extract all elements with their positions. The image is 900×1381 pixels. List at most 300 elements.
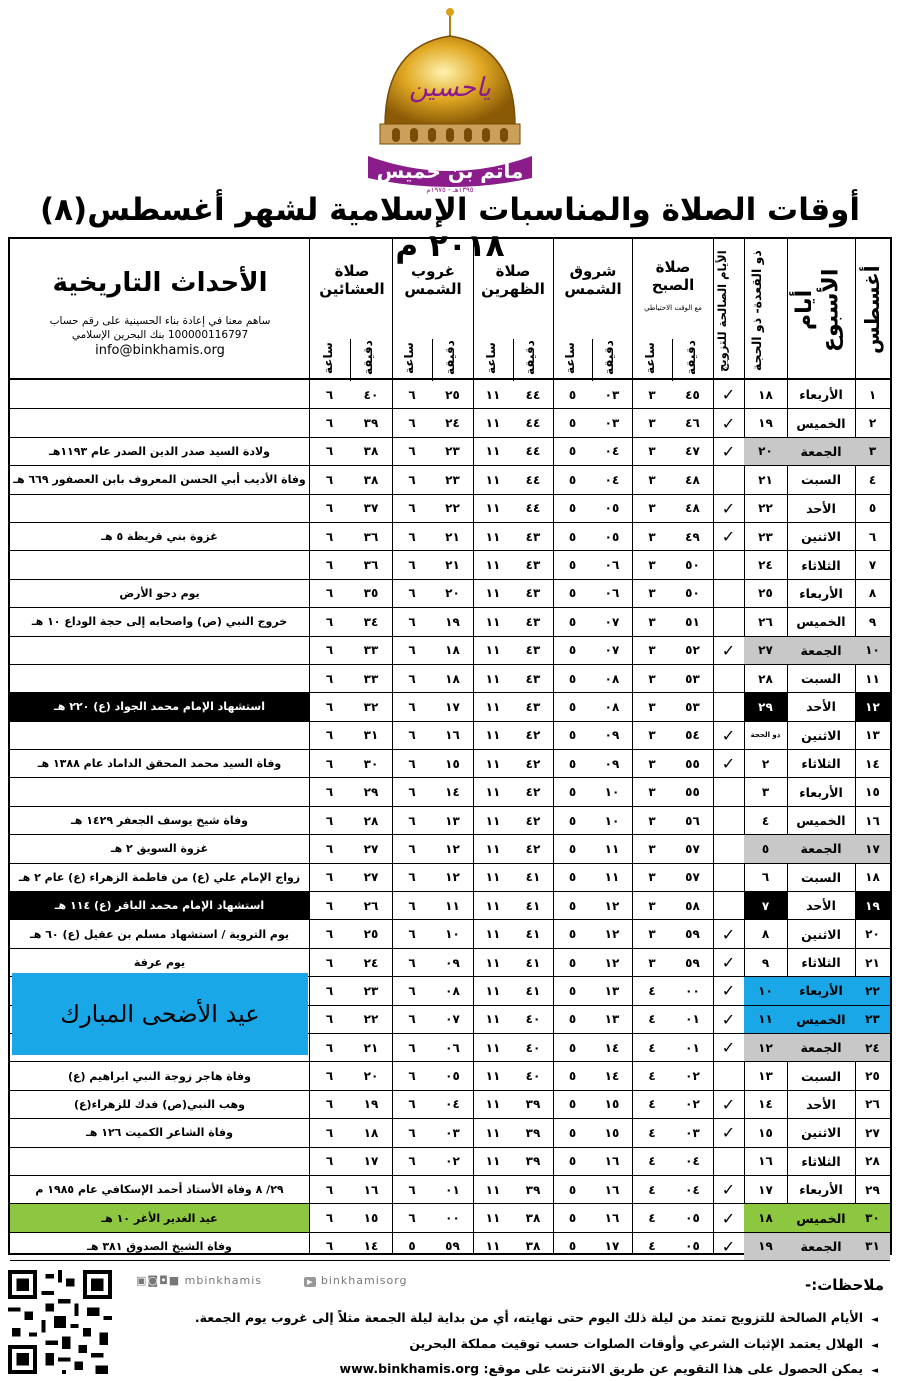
sunset-minute: ٢٥ [432,381,473,409]
isha-hour: ٦ [309,494,350,522]
fajr-minute: ٤٩ [672,522,713,550]
table-row [10,721,890,749]
aug-day: ٢٣ [855,1005,890,1033]
sunset-minute: ١٤ [432,778,473,806]
sunrise-minute: ١٤ [592,1033,632,1061]
isha-hour: ٦ [309,920,350,948]
youtube-handle[interactable] [304,1274,408,1287]
sunrise-hour: ٥ [553,522,592,550]
sunset-hour: ٦ [392,1005,432,1033]
hijri-day: ٢ [744,750,787,778]
aug-day: ١٦ [855,806,890,834]
table-row [10,522,890,550]
hijri-day: ٢٨ [744,664,787,692]
weekday: الاثنين [787,920,855,948]
event-cell: وفاة الشاعر الكميت ١٢٦ هـ [10,1119,309,1147]
table-row [10,1147,890,1175]
isha-minute: ٢٣ [350,977,392,1005]
isha-minute: ١٥ [350,1204,392,1232]
aug-day: ٢٨ [855,1147,890,1175]
sunset-minute: ٠٢ [432,1147,473,1175]
sunrise-hour: ٥ [553,863,592,891]
dhuhr-hour: ١١ [473,835,513,863]
isha-hour: ٦ [309,579,350,607]
event-cell: استشهاد الإمام محمد الجواد (ع) ٢٢٠ هـ [10,693,309,721]
logo-name: مأتم بن خميس [376,159,524,183]
event-cell: يوم عرفة [10,948,309,976]
weekday: الاثنين [787,1119,855,1147]
table-row [10,693,890,721]
fajr-hour: ٤ [632,977,672,1005]
dhuhr-hour: ١١ [473,806,513,834]
isha-hour: ٦ [309,608,350,636]
fajr-minute: ٤٨ [672,466,713,494]
fajr-minute-label: دقيقة [684,340,698,376]
sunrise-hour: ٥ [553,1119,592,1147]
isha-hour: ٦ [309,636,350,664]
dhuhr-minute: ٤٤ [513,381,553,409]
marriage-mark: ✓ [713,409,744,437]
sunset-hour: ٦ [392,1204,432,1232]
sunrise-minute: ٠٧ [592,636,632,664]
marriage-mark: ✓ [713,920,744,948]
dhuhr-hour: ١١ [473,579,513,607]
aug-day: ٨ [855,579,890,607]
sunrise-minute: ١٣ [592,1005,632,1033]
aug-day: ٢٧ [855,1119,890,1147]
aug-day: ١٨ [855,863,890,891]
sunrise-minute: ٠٤ [592,466,632,494]
sunset-minute: ٠١ [432,1175,473,1203]
sunset-minute: ٢١ [432,522,473,550]
fajr-minute: ٠٢ [672,1090,713,1118]
weekday: الجمعة [787,636,855,664]
hijri-day: ٢١ [744,466,787,494]
fajr-hour: ٣ [632,466,672,494]
sunset-minute: ٠٠ [432,1204,473,1232]
sunset-hour: ٦ [392,721,432,749]
aug-day: ٧ [855,551,890,579]
marriage-mark [713,1147,744,1175]
sunset-minute: ٠٦ [432,1033,473,1061]
fajr-minute: ٠٥ [672,1204,713,1232]
isha-hour: ٦ [309,1147,350,1175]
dhuhr-hour: ١١ [473,721,513,749]
dhuhr-hour: ١١ [473,1005,513,1033]
isha-hour: ٦ [309,1033,350,1061]
table-row [10,608,890,636]
sunrise-hour: ٥ [553,466,592,494]
aug-day: ٢ [855,409,890,437]
table-row [10,551,890,579]
hijri-day: ٢٢ [744,494,787,522]
isha-hour: ٦ [309,437,350,465]
sunrise-minute: ١٦ [592,1204,632,1232]
fajr-minute: ٥٠ [672,551,713,579]
sunrise-hour: ٥ [553,750,592,778]
event-cell: يوم التروية / استشهاد مسلم بن عقيل (ع) ٦٠ هـ [10,920,309,948]
social-handle[interactable] [136,1274,262,1287]
header-dhuhr: صلاة الظهرين [481,262,545,298]
sunrise-hour: ٥ [553,494,592,522]
fajr-minute: ٥٣ [672,664,713,692]
isha-minute: ٣٦ [350,551,392,579]
fajr-hour: ٣ [632,551,672,579]
fajr-minute: ٥٤ [672,721,713,749]
weekday: الأربعاء [787,579,855,607]
event-cell: خروج النبي (ص) واصحابه إلى حجة الوداع ١٠ هـ [10,608,309,636]
fajr-hour: ٤ [632,1033,672,1061]
isha-minute: ٢٤ [350,948,392,976]
dhuhr-minute-label: دقيقة [523,340,537,376]
sunrise-hour: ٥ [553,579,592,607]
fajr-hour: ٣ [632,806,672,834]
sunset-minute: ٠٣ [432,1119,473,1147]
sunset-hour: ٦ [392,892,432,920]
dhuhr-minute: ٤١ [513,977,553,1005]
fajr-hour: ٣ [632,437,672,465]
marriage-mark: ✓ [713,750,744,778]
social-handle-text: mbinkhamis [184,1274,262,1287]
dhuhr-minute: ٤٣ [513,551,553,579]
hijri-day: ٥ [744,835,787,863]
fajr-minute: ٠١ [672,1033,713,1061]
isha-minute: ٢٩ [350,778,392,806]
fajr-hour-label: ساعة [643,342,657,374]
sunset-hour: ٦ [392,608,432,636]
fajr-minute: ٠٣ [672,1119,713,1147]
weekday: الثلاثاء [787,948,855,976]
event-cell: وفاة هاجر زوجة النبي ابراهيم (ع) [10,1062,309,1090]
isha-minute: ١٦ [350,1175,392,1203]
header-hijri: ذو القعدة- ذو الحجة [749,250,764,372]
sunset-minute: ١٩ [432,608,473,636]
sunrise-minute: ١٢ [592,892,632,920]
weekday: الأربعاء [787,1175,855,1203]
weekday: الأربعاء [787,778,855,806]
dhuhr-minute: ٤٤ [513,437,553,465]
marriage-mark [713,551,744,579]
aug-day: ٤ [855,466,890,494]
isha-hour: ٦ [309,778,350,806]
dhuhr-hour: ١١ [473,892,513,920]
sunrise-minute: ١٥ [592,1119,632,1147]
isha-minute: ٢٠ [350,1062,392,1090]
isha-hour: ٦ [309,693,350,721]
sunset-minute: ١٣ [432,806,473,834]
sunrise-minute: ١٥ [592,1090,632,1118]
isha-hour: ٦ [309,892,350,920]
marriage-mark: ✓ [713,1090,744,1118]
event-cell [10,636,309,664]
dhuhr-minute: ٣٨ [513,1232,553,1260]
sunrise-minute: ٠٤ [592,437,632,465]
sunrise-hour: ٥ [553,835,592,863]
note-1-text: الأيام الصالحة للتزويج تمتد من ليلة ذلك اليوم حتى نهايته، أي من بداية ليلة الجمعة مثلاً إلى غروب يوم الجمعة. [194,1310,864,1325]
sunset-hour: ٦ [392,948,432,976]
sunset-minute: ١٥ [432,750,473,778]
table-row [10,664,890,692]
weekday: السبت [787,466,855,494]
sunrise-minute: ٠٧ [592,608,632,636]
fajr-minute: ٥٦ [672,806,713,834]
event-cell: زواج الإمام علي (ع) من فاطمة الزهراء (ع) عام ٢ هـ [10,863,309,891]
fajr-minute: ٥٠ [672,579,713,607]
sunset-hour-label: ساعة [402,342,416,374]
marriage-mark: ✓ [713,977,744,1005]
sunset-hour: ٦ [392,437,432,465]
table-row [10,381,890,409]
event-cell [10,778,309,806]
sunset-minute: ٠٤ [432,1090,473,1118]
sunset-minute: ٢٣ [432,466,473,494]
hijri-day: ٢٤ [744,551,787,579]
fajr-minute: ٥٥ [672,778,713,806]
dhuhr-hour-label: ساعة [484,342,498,374]
hijri-day: ١٨ [744,1204,787,1232]
table-row [10,1175,890,1203]
sunrise-minute: ١٤ [592,1062,632,1090]
isha-minute: ٢٧ [350,835,392,863]
marriage-mark: ✓ [713,381,744,409]
isha-minute: ١٧ [350,1147,392,1175]
dhuhr-minute: ٤٤ [513,466,553,494]
table-row [10,806,890,834]
dhuhr-hour: ١١ [473,863,513,891]
dhuhr-minute: ٤٠ [513,1005,553,1033]
fajr-minute: ٥٩ [672,920,713,948]
sunrise-minute: ١٣ [592,977,632,1005]
sunset-minute: ١٨ [432,664,473,692]
fajr-minute: ٠٠ [672,977,713,1005]
event-cell: استشهاد الإمام محمد الباقر (ع) ١١٤ هـ [10,892,309,920]
dhuhr-hour: ١١ [473,437,513,465]
arrow-icon: ◄ [871,1366,878,1376]
marriage-mark [713,1062,744,1090]
marriage-mark [713,693,744,721]
isha-minute-label: دقيقة [361,340,375,376]
aug-day: ١٥ [855,778,890,806]
table-row [10,409,890,437]
weekday: الأحد [787,494,855,522]
weekday: الأحد [787,892,855,920]
sunrise-minute: ١٦ [592,1147,632,1175]
sunrise-hour: ٥ [553,1204,592,1232]
hijri-day: ٢٥ [744,579,787,607]
sunrise-minute: ١٢ [592,920,632,948]
sunrise-minute: ٠٣ [592,409,632,437]
sunrise-minute: ١٧ [592,1232,632,1260]
sunrise-minute: ١٠ [592,778,632,806]
isha-hour: ٦ [309,664,350,692]
weekday: الثلاثاء [787,1147,855,1175]
hijri-day: ٢٧ [744,636,787,664]
fajr-hour: ٤ [632,1204,672,1232]
sunset-hour: ٦ [392,551,432,579]
aug-day: ١٢ [855,693,890,721]
table-row [10,750,890,778]
hijri-day: ذو الحجة [744,721,787,749]
dhuhr-hour: ١١ [473,1119,513,1147]
marriage-mark: ✓ [713,494,744,522]
sunset-hour: ٦ [392,1090,432,1118]
dhuhr-minute: ٣٩ [513,1119,553,1147]
marriage-mark: ✓ [713,437,744,465]
email-link[interactable]: info@binkhamis.org [95,343,225,359]
dhuhr-hour: ١١ [473,381,513,409]
dhuhr-hour: ١١ [473,551,513,579]
isha-minute: ٣٣ [350,636,392,664]
hijri-day: ١٢ [744,1033,787,1061]
fajr-hour: ٣ [632,636,672,664]
aug-day: ٦ [855,522,890,550]
isha-hour: ٦ [309,806,350,834]
sunrise-hour: ٥ [553,551,592,579]
table-row [10,437,890,465]
fajr-minute: ٠٤ [672,1147,713,1175]
event-cell [10,664,309,692]
isha-hour: ٦ [309,977,350,1005]
fajr-hour: ٣ [632,948,672,976]
isha-hour: ٦ [309,721,350,749]
eid-al-adha-banner: عيد الأضحى المبارك [12,973,308,1055]
event-cell [10,409,309,437]
dhuhr-hour: ١١ [473,494,513,522]
table-row [10,835,890,863]
aug-day: ١٤ [855,750,890,778]
sunset-hour: ٦ [392,664,432,692]
sunset-hour: ٦ [392,750,432,778]
weekday: الجمعة [787,437,855,465]
hijri-day: ١٦ [744,1147,787,1175]
event-cell: غزوة السويق ٢ هـ [10,835,309,863]
isha-minute: ٢٦ [350,892,392,920]
weekday: الخميس [787,1005,855,1033]
sunset-hour: ٦ [392,693,432,721]
sunrise-hour: ٥ [553,608,592,636]
dhuhr-minute: ٤٣ [513,636,553,664]
sunset-hour: ٦ [392,863,432,891]
weekday: الجمعة [787,1033,855,1061]
marriage-mark: ✓ [713,948,744,976]
isha-minute: ٣٥ [350,579,392,607]
hijri-day: ٢٩ [744,693,787,721]
table-row [10,466,890,494]
isha-hour: ٦ [309,1090,350,1118]
dhuhr-minute: ٤١ [513,892,553,920]
qr-code[interactable] [8,1270,112,1374]
dhuhr-minute: ٤٢ [513,750,553,778]
note-3-text: يمكن الحصول على هذا التقويم عن طريق الانترنت على موقع: www.binkhamis.org [339,1361,864,1376]
event-cell: غزوة بني قريظة ٥ هـ [10,522,309,550]
aug-day: ١٣ [855,721,890,749]
sunrise-minute: ٠٣ [592,381,632,409]
marriage-mark: ✓ [713,1175,744,1203]
sunset-hour: ٦ [392,1175,432,1203]
aug-day: ٢١ [855,948,890,976]
aug-day: ٢٦ [855,1090,890,1118]
fajr-minute: ٤٦ [672,409,713,437]
header-august: أغسطس [860,265,884,355]
isha-minute: ٢٨ [350,806,392,834]
fajr-minute: ٥٣ [672,693,713,721]
table-row [10,778,890,806]
hijri-day: ١٥ [744,1119,787,1147]
header-fajr: صلاة الصبح [651,258,695,294]
hijri-day: ١٨ [744,381,787,409]
isha-minute: ٣٣ [350,664,392,692]
isha-hour: ٦ [309,1204,350,1232]
fajr-minute: ٤٥ [672,381,713,409]
dhuhr-minute: ٤٠ [513,1033,553,1061]
hijri-day: ١١ [744,1005,787,1033]
fajr-minute: ٠١ [672,1005,713,1033]
sunrise-minute: ٠٨ [592,693,632,721]
isha-minute: ٣٦ [350,522,392,550]
sunrise-hour: ٥ [553,1033,592,1061]
sunrise-hour: ٥ [553,693,592,721]
dhuhr-minute: ٤٢ [513,806,553,834]
sunset-minute: ١٠ [432,920,473,948]
dhuhr-minute: ٤٤ [513,494,553,522]
fajr-minute: ٤٧ [672,437,713,465]
header-sunrise: شروق الشمس [564,262,622,298]
dhuhr-hour: ١١ [473,693,513,721]
marriage-mark: ✓ [713,1033,744,1061]
isha-minute: ٣٩ [350,409,392,437]
sunset-minute: ٢٠ [432,579,473,607]
table-row [10,1119,890,1147]
sunrise-hour: ٥ [553,806,592,834]
isha-hour: ٦ [309,1119,350,1147]
fajr-hour: ٣ [632,664,672,692]
sunset-minute: ١٦ [432,721,473,749]
hijri-day: ٢٠ [744,437,787,465]
marriage-mark: ✓ [713,721,744,749]
hijri-day: ٩ [744,948,787,976]
sunset-minute: ١٧ [432,693,473,721]
table-row [10,579,890,607]
fajr-hour: ٣ [632,608,672,636]
event-cell: عيد الغدير الأغر ١٠ هـ [10,1204,309,1232]
fajr-hour: ٤ [632,1232,672,1260]
fajr-hour: ٤ [632,1005,672,1033]
dhuhr-minute: ٤٣ [513,608,553,636]
aug-day: ١٧ [855,835,890,863]
sunset-minute: ٢٢ [432,494,473,522]
dhuhr-hour: ١١ [473,920,513,948]
fajr-minute: ٥٢ [672,636,713,664]
fajr-minute: ٥٥ [672,750,713,778]
sunrise-minute: ٠٥ [592,522,632,550]
sunrise-minute: ٠٩ [592,750,632,778]
arrow-icon: ◄ [871,1341,878,1351]
aug-day: ٢٤ [855,1033,890,1061]
weekday: الجمعة [787,835,855,863]
weekday: الاثنين [787,522,855,550]
fajr-minute: ٠٢ [672,1062,713,1090]
dhuhr-hour: ١١ [473,1204,513,1232]
isha-minute: ٤٠ [350,381,392,409]
weekday: الثلاثاء [787,551,855,579]
marriage-mark [713,608,744,636]
sunrise-minute: ٠٩ [592,721,632,749]
sunrise-hour: ٥ [553,778,592,806]
weekday: السبت [787,863,855,891]
aug-day: ١٩ [855,892,890,920]
sunset-minute: ٢٣ [432,437,473,465]
hijri-day: ٨ [744,920,787,948]
